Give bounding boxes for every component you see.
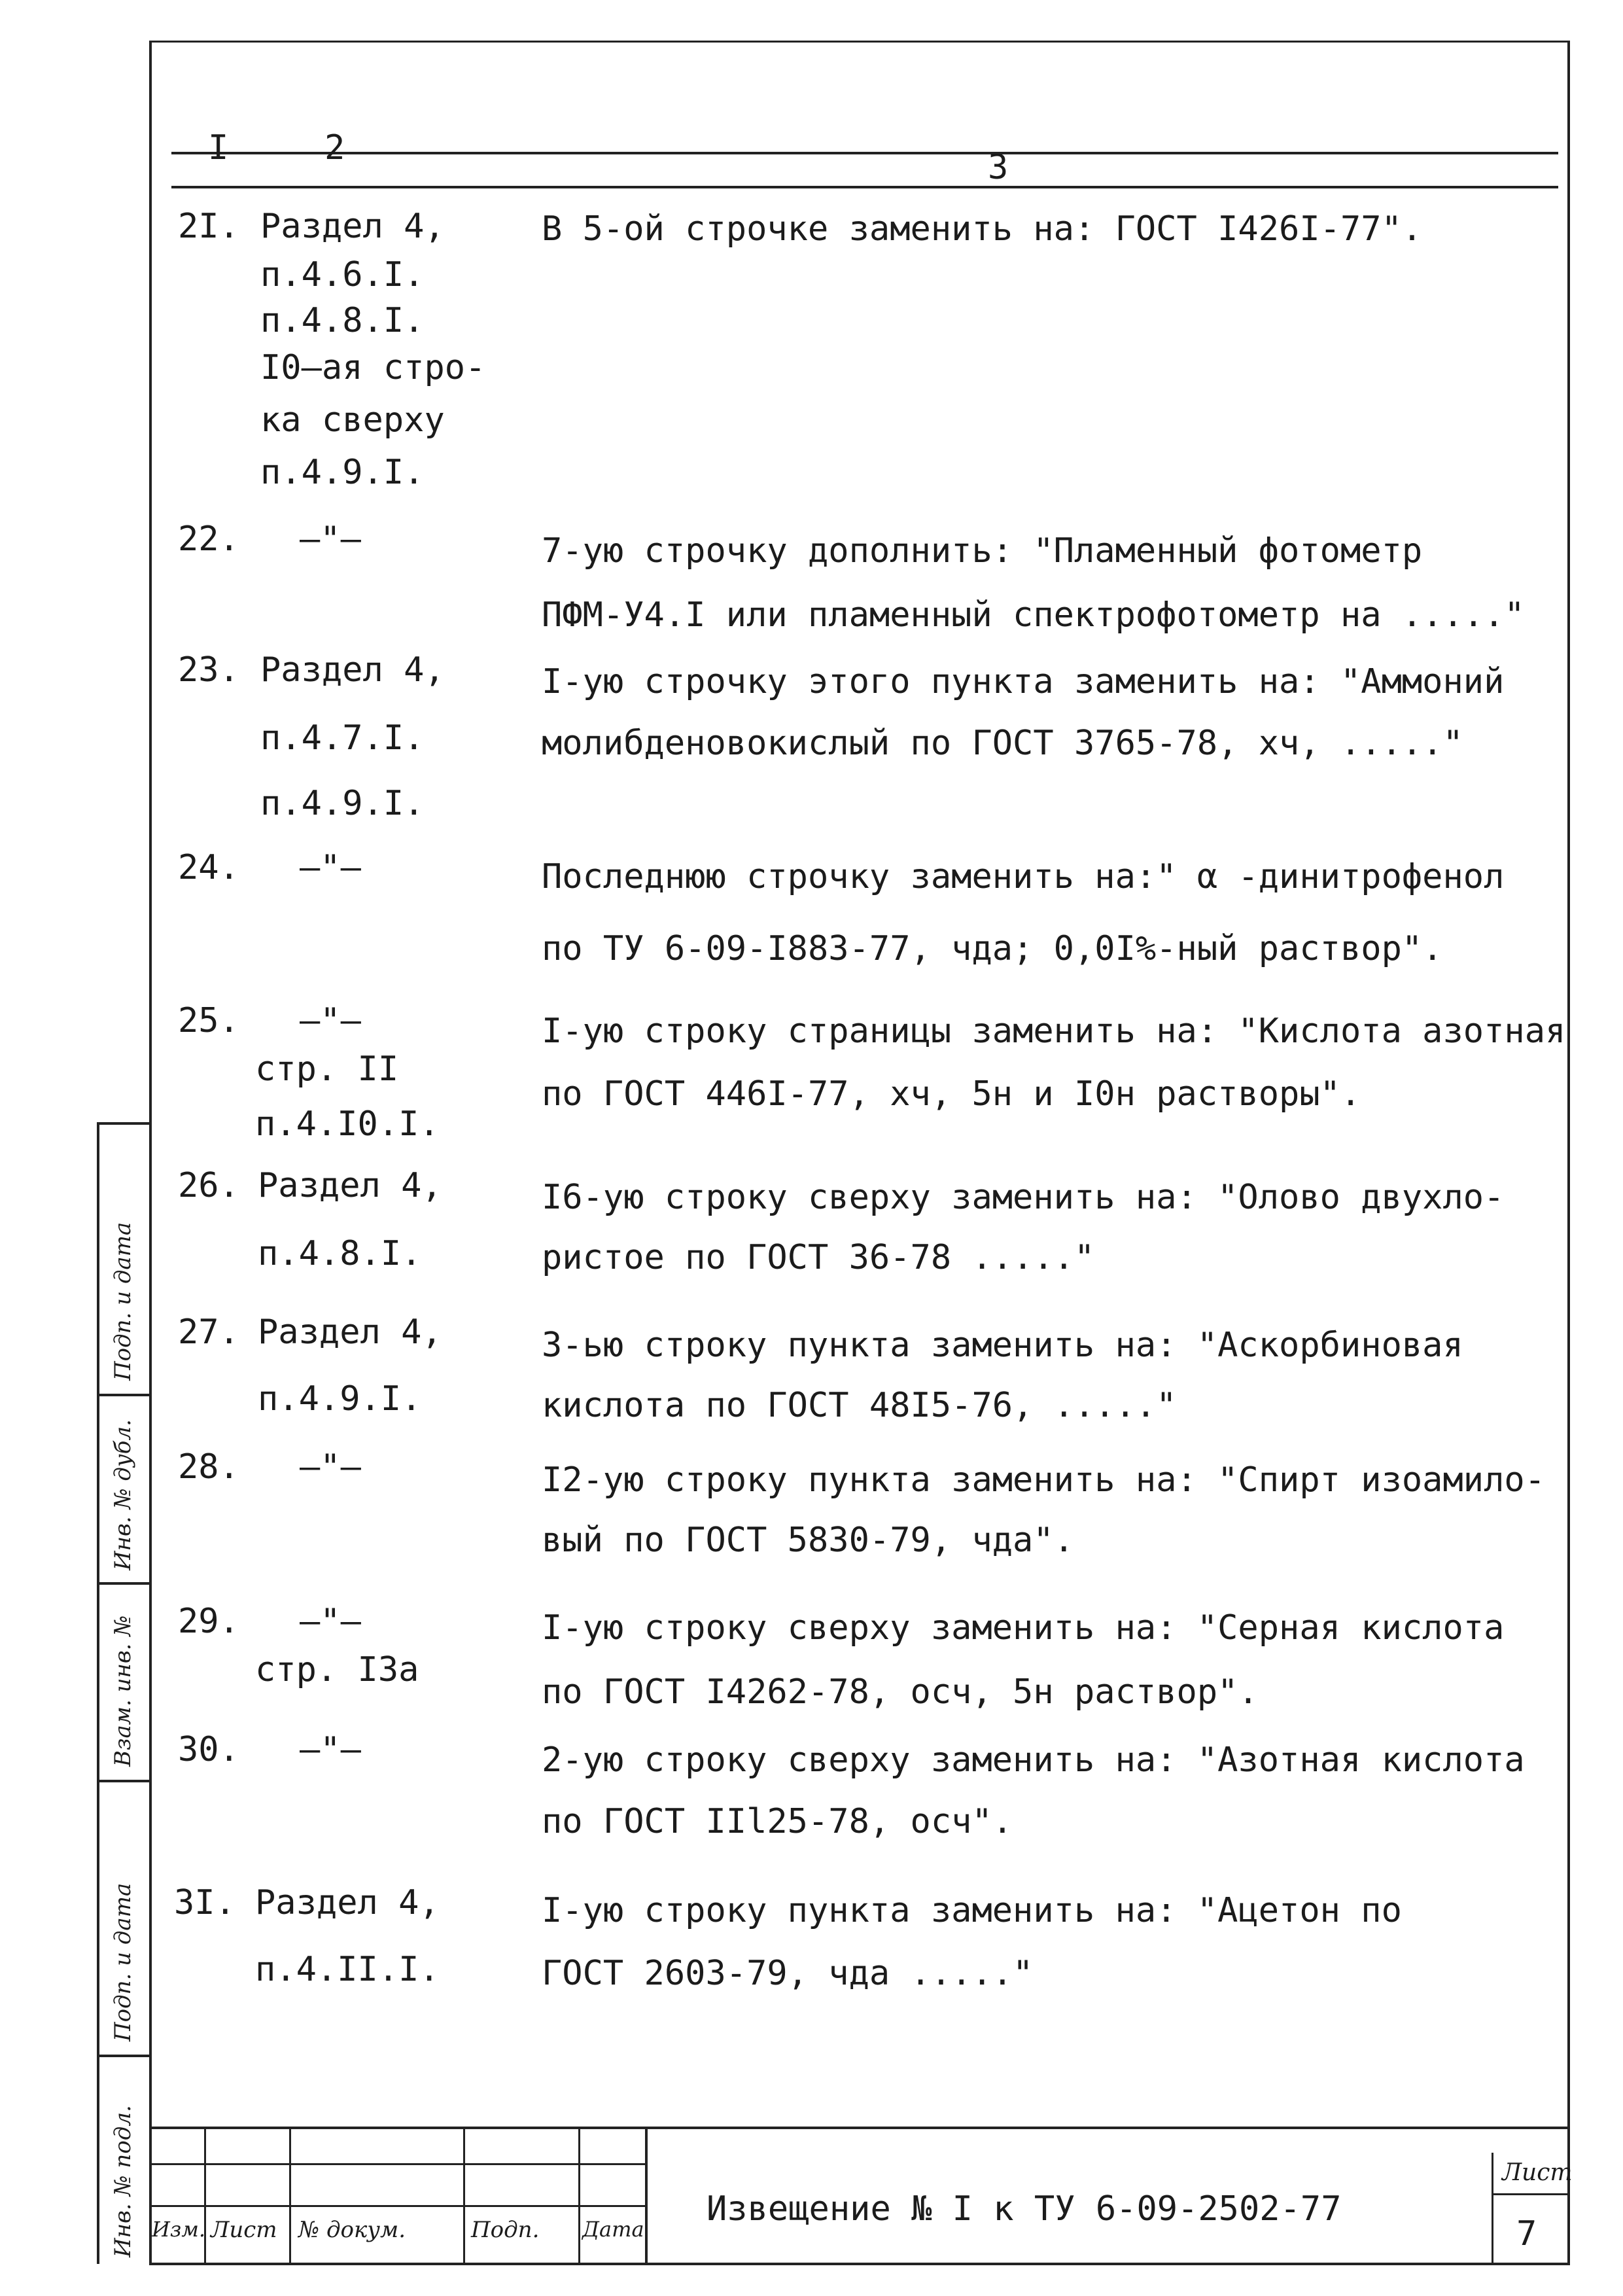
entry-location: п.4.7.I. bbox=[260, 718, 425, 758]
entry-change-text: вый по ГОСТ 5830-79, чда". bbox=[542, 1521, 1074, 1560]
entry-number: 28. bbox=[178, 1447, 239, 1487]
entry-location: стр. II bbox=[255, 1050, 399, 1089]
column-header-1: I bbox=[208, 128, 229, 168]
signature-label: Подп. bbox=[471, 2217, 540, 2243]
sheet-box-line bbox=[1492, 2153, 1493, 2264]
entry-number: 2I. bbox=[178, 207, 239, 246]
entry-location: –"– bbox=[300, 848, 361, 887]
entry-location: –"– bbox=[300, 1602, 361, 1641]
entry-location: п.4.8.I. bbox=[258, 1234, 422, 1273]
entry-number: 25. bbox=[178, 1001, 239, 1040]
entry-change-text: В 5-ой строчке заменить на: ГОСТ I426I-77". bbox=[542, 209, 1423, 249]
entry-change-text: по ГОСТ 446I-77, хч, 5н и I0н растворы". bbox=[542, 1074, 1361, 1114]
side-stamp-divider bbox=[97, 1582, 150, 1585]
entry-change-text: I-ую строку страницы заменить на: "Кислота азотная bbox=[542, 1012, 1566, 1051]
column-header-3: 3 bbox=[988, 148, 1009, 187]
entry-change-text: I-ую строчку этого пункта заменить на: "Аммоний bbox=[542, 662, 1505, 701]
entry-location: п.4.9.I. bbox=[260, 784, 425, 823]
title-block-col-line bbox=[204, 2127, 206, 2264]
side-stamp-divider bbox=[97, 2055, 150, 2057]
side-stamp-divider bbox=[97, 1394, 150, 1396]
entry-number: 29. bbox=[178, 1602, 239, 1641]
entry-change-text: ПФМ-У4.I или пламенный спектрофотометр на ....." bbox=[542, 595, 1525, 635]
frame-top-line bbox=[149, 41, 1570, 43]
title-block-col-line bbox=[289, 2127, 291, 2264]
title-block-row-line bbox=[149, 2163, 646, 2165]
header-bottom-line bbox=[171, 186, 1558, 188]
entry-location: п.4.9.I. bbox=[258, 1379, 422, 1419]
entry-location: Раздел 4, bbox=[260, 650, 445, 690]
entry-change-text: 3-ью строку пункта заменить на: "Аскорбиновая bbox=[542, 1326, 1463, 1365]
title-block-top-line bbox=[149, 2127, 1570, 2129]
side-stamp-field: Подп. и дата bbox=[110, 1222, 136, 1381]
frame-right-line bbox=[1567, 41, 1570, 2264]
entry-number: 26. bbox=[178, 1166, 239, 1205]
entry-number: 23. bbox=[178, 650, 239, 690]
frame-left-line bbox=[149, 41, 152, 2264]
side-stamp-divider bbox=[97, 1780, 150, 1782]
entry-change-text: Последнюю строчку заменить на:" α -динитрофенол bbox=[542, 857, 1505, 896]
entry-number: 24. bbox=[178, 848, 239, 887]
entry-change-text: I-ую строку сверху заменить на: "Серная кислота bbox=[542, 1608, 1505, 1648]
sheet-label: Лист bbox=[1502, 2159, 1573, 2186]
entry-change-text: 2-ую строку сверху заменить на: "Азотная кислота bbox=[542, 1740, 1525, 1780]
entry-location: –"– bbox=[300, 1001, 361, 1040]
title-block-col-line bbox=[463, 2127, 465, 2264]
entry-change-text: ГОСТ 2603-79, чда ....." bbox=[542, 1954, 1034, 1993]
side-stamp-field: Инв. № подл. bbox=[110, 2105, 136, 2257]
entry-location: ка сверху bbox=[260, 400, 445, 440]
title-block-col-line bbox=[578, 2127, 580, 2264]
notice-title: Извещение № I к ТУ 6-09-2502-77 bbox=[707, 2189, 1342, 2229]
header-top-line bbox=[171, 152, 1558, 154]
side-stamp-field: Взам. инв. № bbox=[110, 1615, 136, 1767]
entry-location: п.4.9.I. bbox=[260, 453, 425, 492]
entry-change-text: ристое по ГОСТ 36-78 ....." bbox=[542, 1238, 1095, 1277]
entry-change-text: I2-ую строку пункта заменить на: "Спирт изоамило- bbox=[542, 1460, 1546, 1500]
document-number-label: № докум. bbox=[298, 2217, 406, 2243]
sheet-col-label: Лист bbox=[211, 2217, 277, 2243]
column-header-2: 2 bbox=[324, 128, 345, 168]
entry-location: –"– bbox=[300, 1447, 361, 1487]
entry-location: Раздел 4, bbox=[258, 1313, 442, 1352]
sheet-number: 7 bbox=[1516, 2214, 1537, 2253]
entry-change-text: 7-ую строчку дополнить: "Пламенный фотометр bbox=[542, 531, 1423, 571]
side-stamp-outer-line bbox=[97, 1122, 99, 2264]
entry-change-text: I-ую строку пункта заменить на: "Ацетон по bbox=[542, 1891, 1402, 1930]
side-stamp-divider bbox=[97, 1122, 150, 1125]
side-stamp-field: Инв. № дубл. bbox=[110, 1419, 136, 1570]
title-block-col-line bbox=[645, 2127, 648, 2264]
entry-number: 27. bbox=[178, 1313, 239, 1352]
entry-change-text: кислота по ГОСТ 48I5-76, ....." bbox=[542, 1386, 1177, 1425]
title-block-row-line bbox=[149, 2205, 646, 2207]
entry-change-text: молибденовокислый по ГОСТ 3765-78, хч, ....." bbox=[542, 724, 1463, 763]
entry-number: 22. bbox=[178, 520, 239, 559]
entry-location: Раздел 4, bbox=[258, 1166, 442, 1205]
date-label: Дата bbox=[582, 2217, 644, 2242]
entry-location: стр. I3а bbox=[255, 1650, 419, 1689]
entry-location: п.4.II.I. bbox=[255, 1950, 440, 1989]
entry-location: Раздел 4, bbox=[260, 207, 445, 246]
entry-location: –"– bbox=[300, 1730, 361, 1769]
entry-location: п.4.6.I. bbox=[260, 255, 425, 294]
entry-change-text: I6-ую строку сверху заменить на: "Олово двухло- bbox=[542, 1178, 1505, 1217]
entry-change-text: по ТУ 6-09-I883-77, чда; 0,0I%-ный раствор". bbox=[542, 929, 1443, 968]
side-stamp-field: Подп. и дата bbox=[110, 1882, 136, 2041]
sheet-box-line bbox=[1492, 2193, 1569, 2195]
entry-location: –"– bbox=[300, 520, 361, 559]
frame-bottom-line bbox=[149, 2263, 1570, 2265]
entry-change-text: по ГОСТ IIl25-78, осч". bbox=[542, 1802, 1013, 1841]
entry-location: Раздел 4, bbox=[255, 1883, 440, 1922]
change-label: Изм. bbox=[152, 2217, 206, 2242]
entry-location: I0–ая стро- bbox=[260, 348, 486, 387]
entry-number: 3I. bbox=[174, 1883, 236, 1922]
entry-number: 30. bbox=[178, 1730, 239, 1769]
entry-location: п.4.8.I. bbox=[260, 301, 425, 340]
entry-location: п.4.I0.I. bbox=[255, 1104, 440, 1144]
entry-change-text: по ГОСТ I4262-78, осч, 5н раствор". bbox=[542, 1672, 1259, 1712]
